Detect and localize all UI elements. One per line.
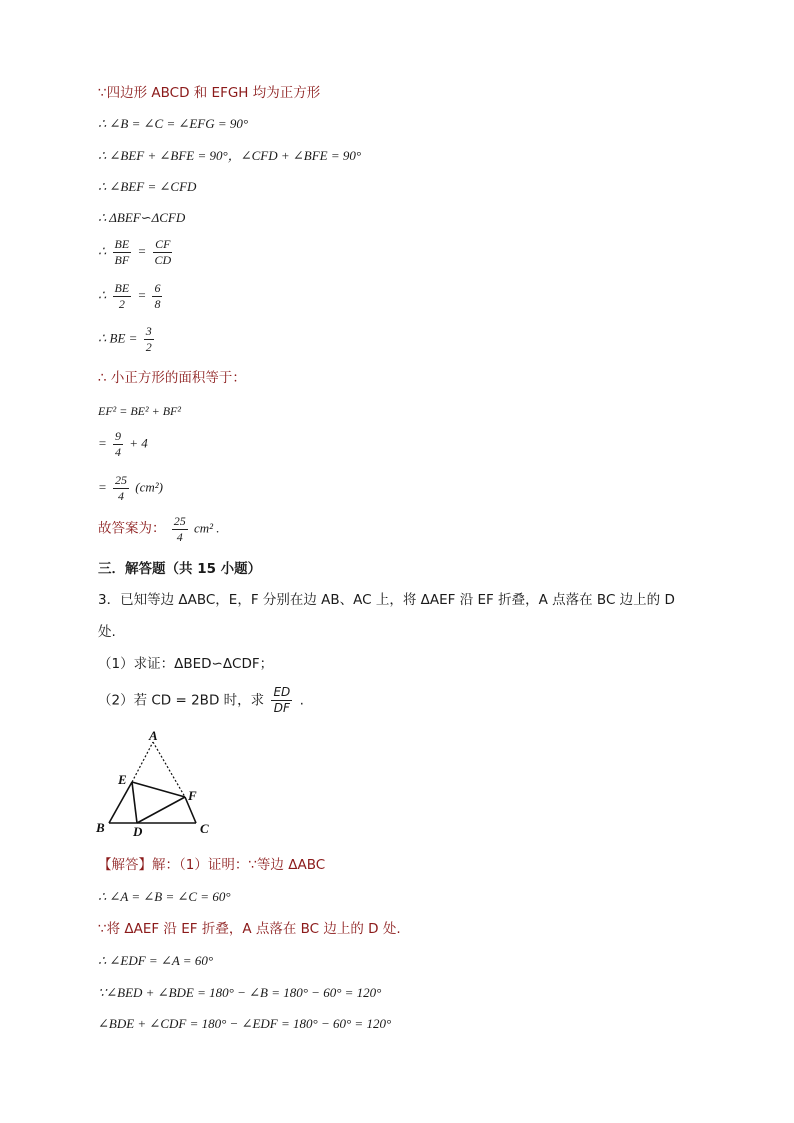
therefore-symbol: ∴ [98, 243, 107, 259]
label-f: F [188, 788, 197, 803]
problem-statement: 3．已知等边 ΔABC，E，F 分别在边 AB、AC 上，将 ΔAEF 沿 EF 折叠，A 点落在 BC 边上的 D [98, 592, 675, 608]
problem-part-2: （2）若 CD = 2BD 时，求 $\frac{ED}{DF}$ . [98, 685, 304, 715]
label-d: D [133, 824, 143, 839]
solution-line-edf: ∴ ∠EDF = ∠A = 60° [98, 953, 214, 968]
fraction-answer-25-4: $\frac{25}{4}$ [173, 514, 186, 544]
segment-df [137, 797, 185, 823]
math-line-similar: ∴ ΔBEF∽ΔCFD [98, 210, 186, 225]
problem-statement-continued: 处. [98, 624, 116, 640]
fraction-be-2: $\frac{BE}{2}$ [114, 281, 130, 311]
solution-tag: 【解答】 [98, 857, 152, 873]
solution-intro: 【解答】解：（1）证明：∵等边 ΔABC [98, 857, 326, 873]
side-be [109, 782, 132, 823]
answer-line: 故答案为： $\frac{25}{4}$ cm² . [98, 514, 220, 544]
fraction-9-4: $\frac{9}{4}$ [115, 429, 122, 459]
fraction-6-8: $\frac{6}{8}$ [154, 281, 161, 311]
fraction-3-2: $\frac{3}{2}$ [145, 324, 152, 354]
math-line-pythagoras: EF² = BE² + BF² [98, 404, 181, 418]
solution-line-sum-1: ∵∠BED + ∠BDE = 180° − ∠B = 180° − 60° = 120° [98, 985, 382, 1000]
problem-part-1: （1）求证：ΔBED∽ΔCDF； [98, 656, 274, 672]
math-line-be-value: ∴ BE = $\frac{3}{2}$ [98, 324, 152, 354]
math-line-ratio-values: ∴ $\frac{BE}{2}$ = $\frac{6}{8}$ [98, 281, 161, 311]
solution-fold-line: ∵将 ΔAEF 沿 EF 折叠，A 点落在 BC 边上的 D 处. [98, 921, 401, 937]
math-line-angles: ∴ ∠B = ∠C = ∠EFG = 90° [98, 116, 249, 131]
small-square-area-line: ∴ 小正方形的面积等于： [98, 370, 246, 386]
math-line-angle-sums: ∴ ∠BEF + ∠BFE = 90°，∠CFD + ∠BFE = 90° [98, 148, 362, 163]
section-heading: 三．解答题（共 15 小题） [98, 561, 262, 577]
label-a: A [149, 728, 158, 743]
fraction-cf-cd: $\frac{CF}{CD}$ [154, 237, 172, 267]
segment-ed [132, 782, 137, 823]
dashed-ae [132, 742, 153, 782]
label-b: B [96, 820, 105, 835]
math-line-equal-angles: ∴ ∠BEF = ∠CFD [98, 179, 197, 194]
math-line-sum: = $\frac{9}{4}$ + 4 [98, 429, 148, 459]
solution-line-sum-2: ∠BDE + ∠CDF = 180° − ∠EDF = 180° − 60° = 120° [98, 1016, 392, 1031]
math-line-ratio: ∴ $\frac{BE}{BF}$ = $\frac{CF}{CD}$ [98, 237, 172, 267]
premise-line: ∵四边形 ABCD 和 EFGH 均为正方形 [98, 85, 321, 101]
label-e: E [118, 772, 127, 787]
solution-line-angles: ∴ ∠A = ∠B = ∠C = 60° [98, 889, 231, 904]
fraction-ed-df: $\frac{ED}{DF}$ [273, 685, 291, 715]
fraction-25-4: $\frac{25}{4}$ [115, 473, 128, 503]
label-c: C [200, 821, 209, 836]
triangle-figure [90, 728, 220, 840]
math-line-area: = $\frac{25}{4}$ (cm²) [98, 473, 163, 503]
fraction-be-bf: $\frac{BE}{BF}$ [114, 237, 130, 267]
